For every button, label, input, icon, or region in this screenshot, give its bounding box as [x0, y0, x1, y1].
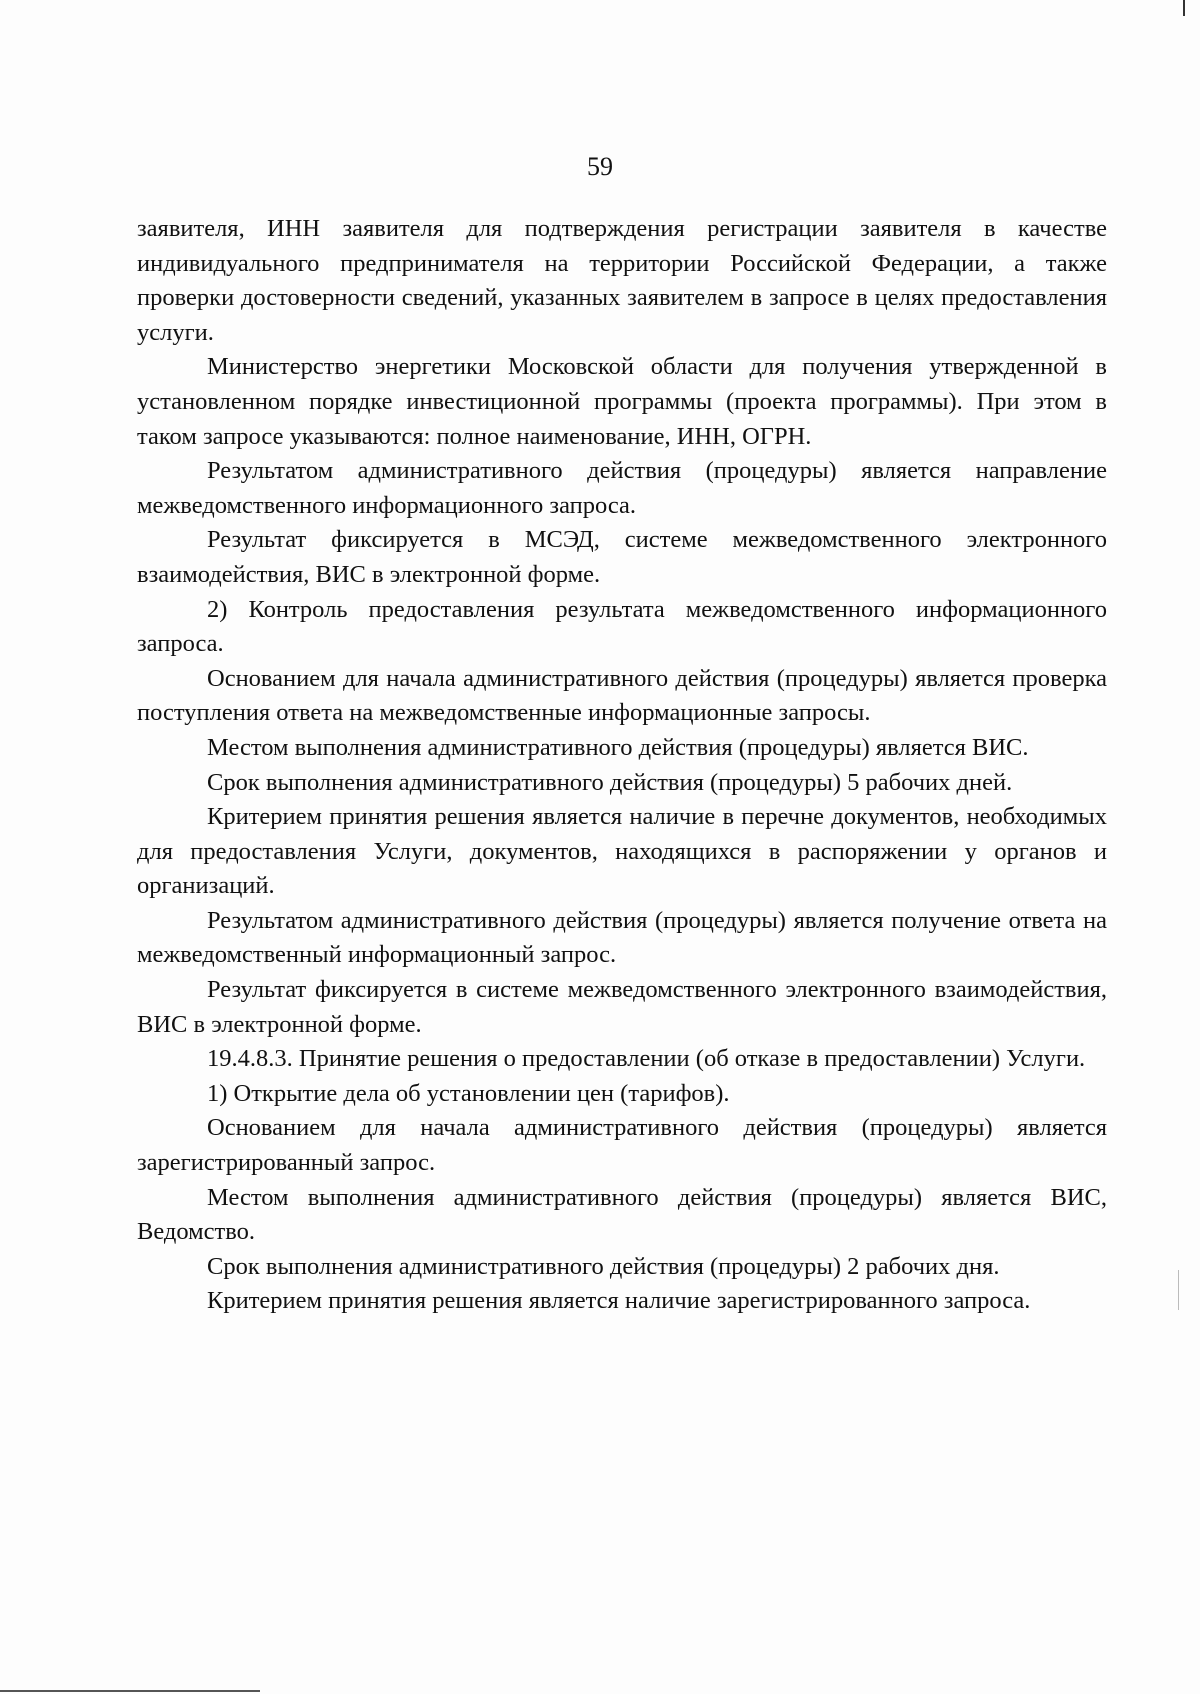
paragraph: Критерием принятия решения является наличие в перечне документов, необходимых для предоставления Услуги, документов, находящихся в распоряжении у органов и организаций. [137, 803, 1107, 900]
paragraph: Срок выполнения административного действия (процедуры) 2 рабочих дня. [207, 1252, 1000, 1280]
paragraph: Результатом административного действия (процедуры) является направление межведомственного информационного запроса. [137, 457, 1107, 519]
body-text [137, 212, 1107, 1319]
paragraph: Основанием для начала административного действия (процедуры) является проверка поступления ответа на межведомственные информационные запросы. [137, 664, 1107, 727]
scan-edge-mark-right [1178, 1270, 1179, 1310]
paragraph: Местом выполнения административного действия (процедуры) является ВИС, Ведомство. [137, 1183, 1107, 1246]
section-heading-paragraph: 19.4.8.3. Принятие решения о предоставлении (об отказе в предоставлении) Услуги. [207, 1045, 1086, 1073]
paragraph: Местом выполнения административного действия (процедуры) является ВИС. [207, 733, 1029, 761]
paragraph: Критерием принятия решения является наличие зарегистрированного запроса. [207, 1287, 1031, 1315]
page-number: 59 [587, 152, 613, 181]
paragraph: 2) Контроль предоставления результата межведомственного информационного запроса. [137, 595, 1107, 658]
paragraph: Результат фиксируется в системе межведомственного электронного взаимодействия, ВИС в электронной форме. [137, 976, 1107, 1038]
paragraph: Результатом административного действия (процедуры) является получение ответа на межведомственный информационный запрос. [137, 906, 1107, 969]
paragraph: Срок выполнения административного действия (процедуры) 5 рабочих дней. [207, 768, 1013, 796]
paragraph: 1) Открытие дела об установлении цен (тарифов). [207, 1079, 730, 1107]
paragraph: Основанием для начала административного действия (процедуры) является зарегистрированный запрос. [137, 1114, 1107, 1177]
paragraph: Результат фиксируется в МСЭД, системе межведомственного электронного взаимодействия, ВИС в электронной форме. [137, 526, 1107, 588]
paragraph: Министерство энергетики Московской области для получения утвержденной в установленном порядке инвестиционной программы (проекта программы). При этом в таком запросе указываются: полное наименование, ИНН, ОГРН. [137, 353, 1107, 450]
scan-edge-mark-top [1183, 0, 1185, 16]
scan-edge-mark-bottom [0, 1690, 260, 1692]
paragraph: заявителя, ИНН заявителя для подтверждения регистрации заявителя в качестве индивидуального предпринимателя на территории Российской Федерации, а также проверки достоверности сведений, указанных заявителем в запросе в целях предоставления услуги. [137, 215, 1107, 346]
